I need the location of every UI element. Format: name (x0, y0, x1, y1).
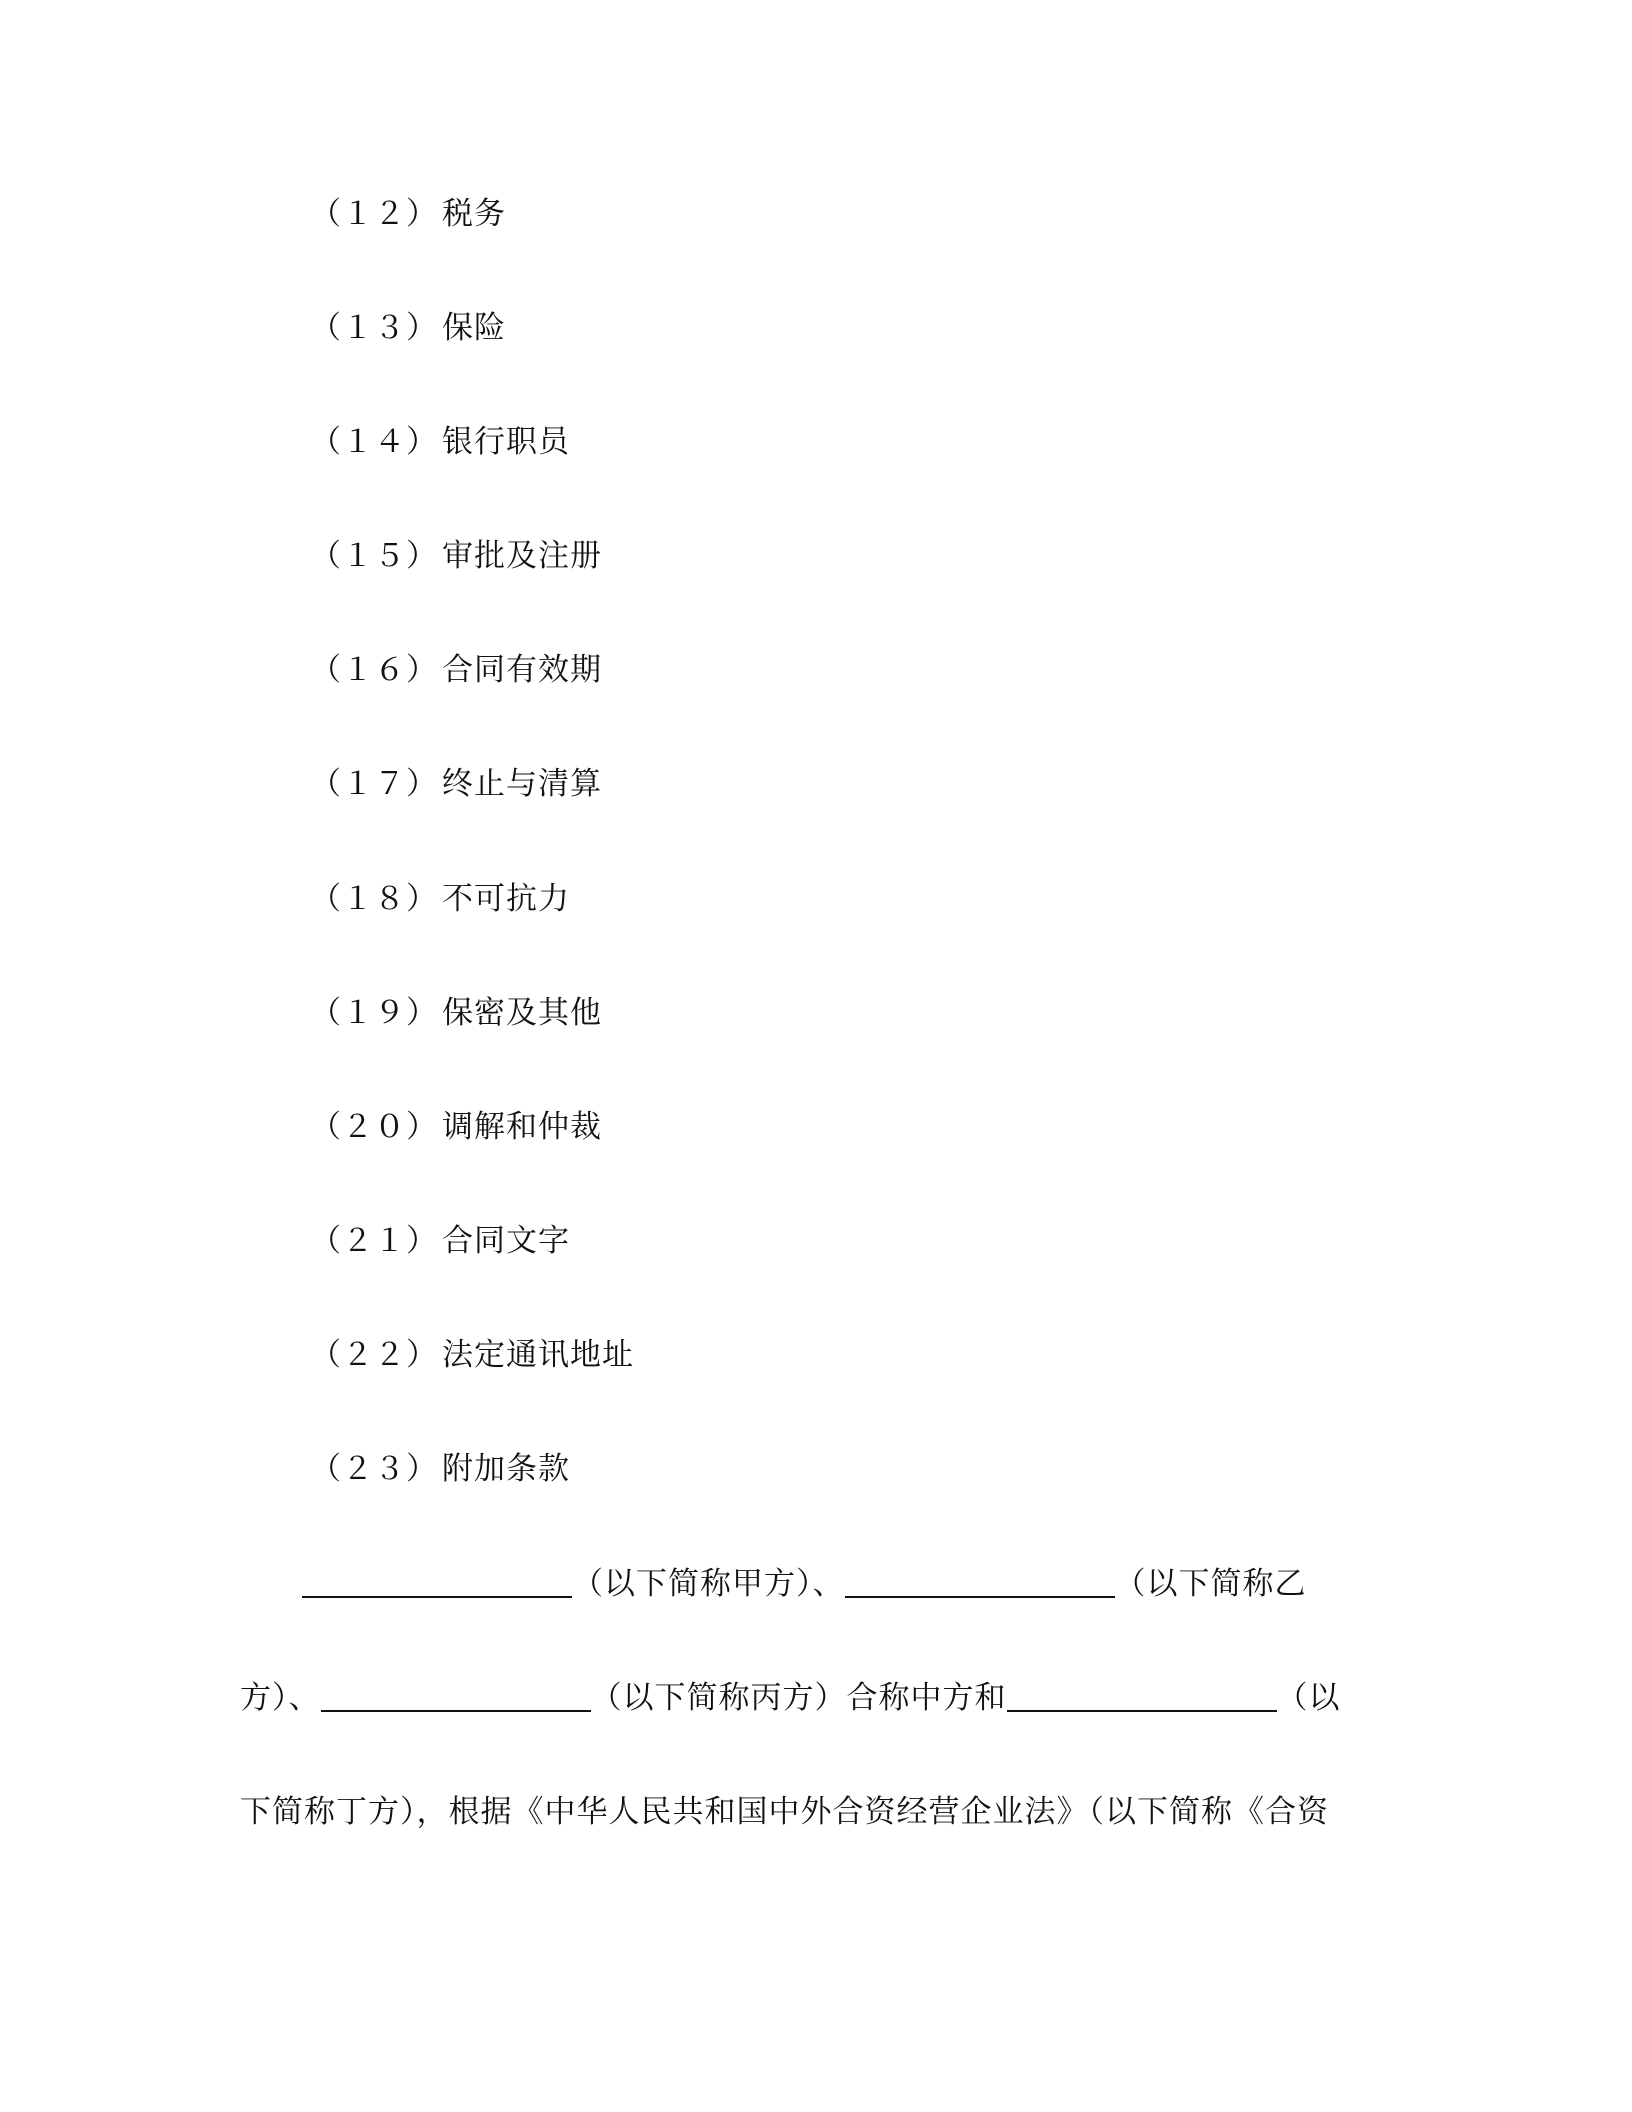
toc-title: 终止与清算 (442, 766, 602, 802)
blank-party-d (1007, 1680, 1277, 1712)
toc-number: （２２） (310, 1337, 438, 1373)
toc-number: （１４） (310, 424, 438, 460)
toc-title: 合同文字 (442, 1223, 570, 1259)
toc-number: （１５） (310, 538, 438, 574)
toc-item (310, 1333, 634, 1377)
toc-number: （１８） (310, 881, 438, 917)
blank-party-a (302, 1566, 572, 1598)
preamble-text: 下简称丁方），根据《中华人民共和国中外合资经营企业法》（以下简称《合资 (240, 1794, 1329, 1830)
toc-item (310, 192, 506, 236)
toc-title: 法定通讯地址 (442, 1337, 634, 1373)
toc-item (310, 1105, 602, 1149)
preamble-line (240, 1676, 1370, 1720)
toc-title: 税务 (442, 196, 506, 232)
toc-title: 保险 (442, 310, 506, 346)
preamble-text: （以下简称丙方）合称中方和 (590, 1680, 1007, 1716)
toc-number: （１３） (310, 310, 438, 346)
toc-number: （２３） (310, 1451, 438, 1487)
toc-number: （１２） (310, 196, 438, 232)
toc-title: 保密及其他 (442, 995, 602, 1031)
preamble-text: （以 (1276, 1680, 1341, 1716)
toc-title: 银行职员 (442, 424, 570, 460)
toc-number: （１９） (310, 995, 438, 1031)
preamble-text: 方）、 (240, 1680, 321, 1716)
toc-item (310, 1219, 570, 1263)
toc-item (310, 1447, 570, 1491)
toc-item (310, 306, 506, 350)
toc-item (310, 991, 602, 1035)
toc-number: （２０） (310, 1109, 438, 1145)
toc-number: （１６） (310, 652, 438, 688)
toc-number: （２１） (310, 1223, 438, 1259)
toc-number: （１７） (310, 766, 438, 802)
toc-title: 不可抗力 (442, 881, 570, 917)
preamble-line (302, 1562, 1432, 1606)
toc-item (310, 877, 570, 921)
toc-title: 调解和仲裁 (442, 1109, 602, 1145)
toc-title: 审批及注册 (442, 538, 602, 574)
preamble-line (240, 1790, 1370, 1834)
preamble-text: （以下简称甲方）、 (572, 1566, 845, 1602)
toc-item (310, 762, 602, 806)
toc-title: 合同有效期 (442, 652, 602, 688)
toc-item (310, 534, 602, 578)
toc-item (310, 648, 602, 692)
toc-title: 附加条款 (442, 1451, 570, 1487)
preamble-text: （以下简称乙 (1114, 1566, 1307, 1602)
blank-party-b (845, 1566, 1115, 1598)
toc-item (310, 420, 570, 464)
blank-party-c (321, 1680, 591, 1712)
